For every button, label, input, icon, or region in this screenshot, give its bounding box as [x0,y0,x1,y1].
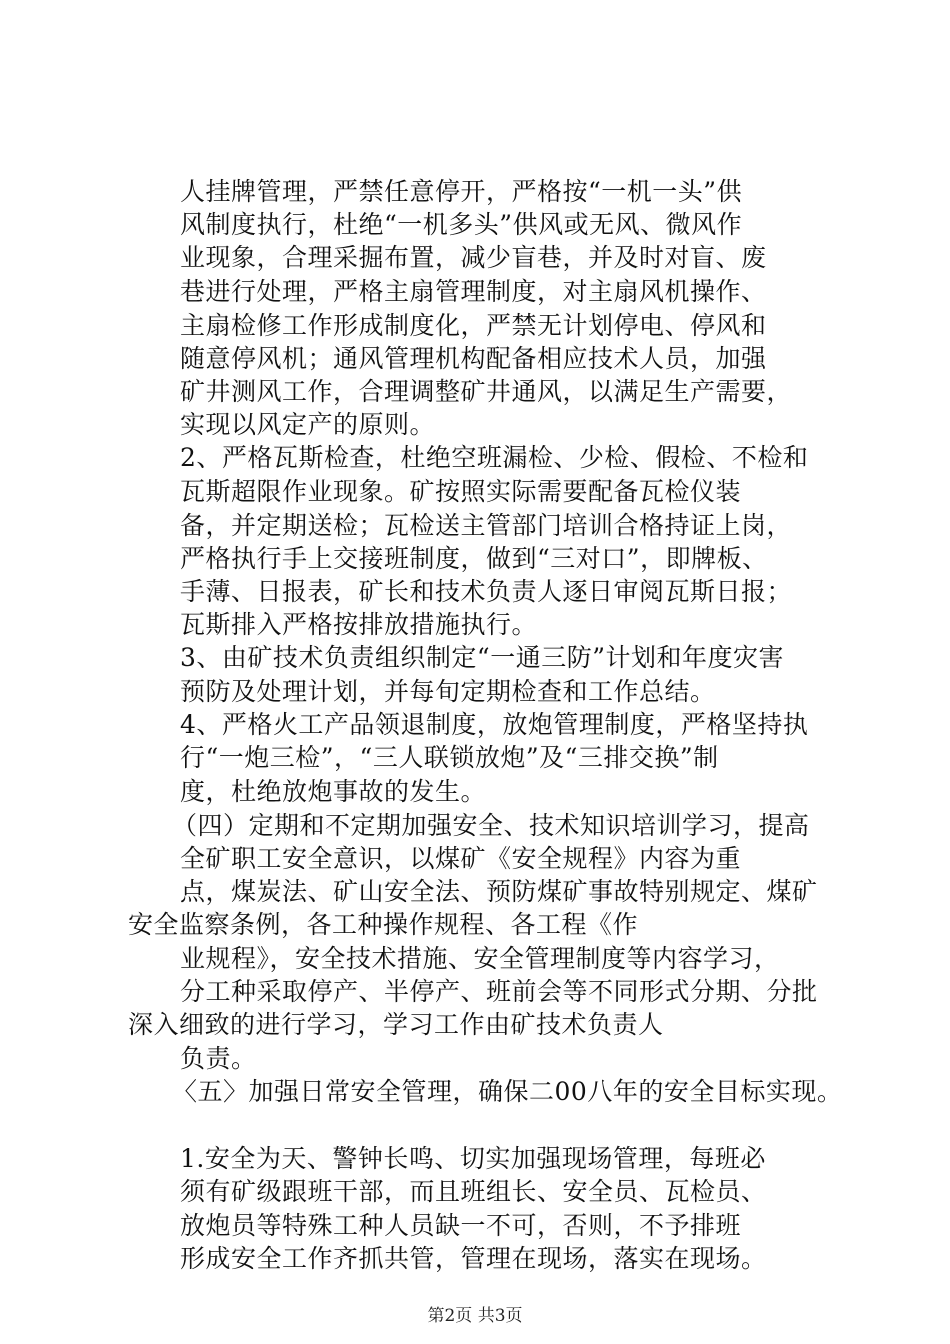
text-line: 须有矿级跟班干部，而且班组长、安全员、瓦检员、 [180,1177,767,1206]
text-line: 点，煤炭法、矿山安全法、预防煤矿事故特别规定、煤矿 [180,877,818,906]
text-line: 巷进行处理，严格主扇管理制度，对主扇风机操作、 [180,277,767,306]
text-line: 放炮员等特殊工种人员缺一不可，否则，不予排班 [180,1211,742,1240]
text-line: 深入细致的进行学习，学习工作由矿技术负责人 [128,1010,664,1039]
text-line: 风制度执行，杜绝“一机多头”供风或无风、微风作 [180,210,743,239]
text-line: 预防及处理计划，并每旬定期检查和工作总结。 [180,677,716,706]
text-line: 形成安全工作齐抓共管，管理在现场，落实在现场。 [180,1244,767,1273]
text-line: 负责。 [180,1044,257,1073]
text-line: 安全监察条例，各工种操作规程、各工程《作 [128,910,639,939]
text-line: 〈五〉加强日常安全管理，确保二00八年的安全目标实现。 [172,1077,843,1106]
text-line: 2、严格瓦斯检查，杜绝空班漏检、少检、假检、不检和 [180,443,809,472]
text-line: 备，并定期送检；瓦检送主管部门培训合格持证上岗， [180,511,793,540]
text-line: 手薄、日报表，矿长和技术负责人逐日审阅瓦斯日报； [180,577,793,606]
text-line: 严格执行手上交接班制度，做到“三对口”，即牌板、 [180,544,768,573]
text-line: 分工种采取停产、半停产、班前会等不同形式分期、分批 [180,977,818,1006]
text-line: 矿井测风工作，合理调整矿井通风，以满足生产需要， [180,377,793,406]
text-line: 瓦斯超限作业现象。矿按照实际需要配备瓦检仪装 [180,477,742,506]
text-line: 实现以风定产的原则。 [180,410,436,439]
text-line: 随意停风机；通风管理机构配备相应技术人员，加强 [180,344,767,373]
text-line: 行“一炮三检”，“三人联锁放炮”及“三排交换”制 [180,743,719,772]
text-line: 全矿职工安全意识，以煤矿《安全规程》内容为重 [180,844,742,873]
text-line: 人挂牌管理，严禁任意停开，严格按“一机一头”供 [180,177,743,206]
text-line: 业现象，合理采掘布置，减少盲巷，并及时对盲、废 [180,243,767,272]
text-line: 主扇检修工作形成制度化，严禁无计划停电、停风和 [180,311,767,340]
text-line: 瓦斯排入严格按排放措施执行。 [180,610,538,639]
text-line: （四）定期和不定期加强安全、技术知识培训学习，提高 [172,811,810,840]
text-line: 4、严格火工产品领退制度，放炮管理制度，严格坚持执 [180,710,809,739]
text-line: 1.安全为天、警钟长鸣、切实加强现场管理，每班必 [180,1144,766,1173]
page-number-footer: 第2页 共3页 [427,1306,523,1326]
text-line: 业规程》，安全技术措施、安全管理制度等内容学习， [180,944,780,973]
text-line: 3、由矿技术负责组织制定“一通三防”计划和年度灾害 [180,643,784,672]
text-line: 度，杜绝放炮事故的发生。 [180,777,487,806]
